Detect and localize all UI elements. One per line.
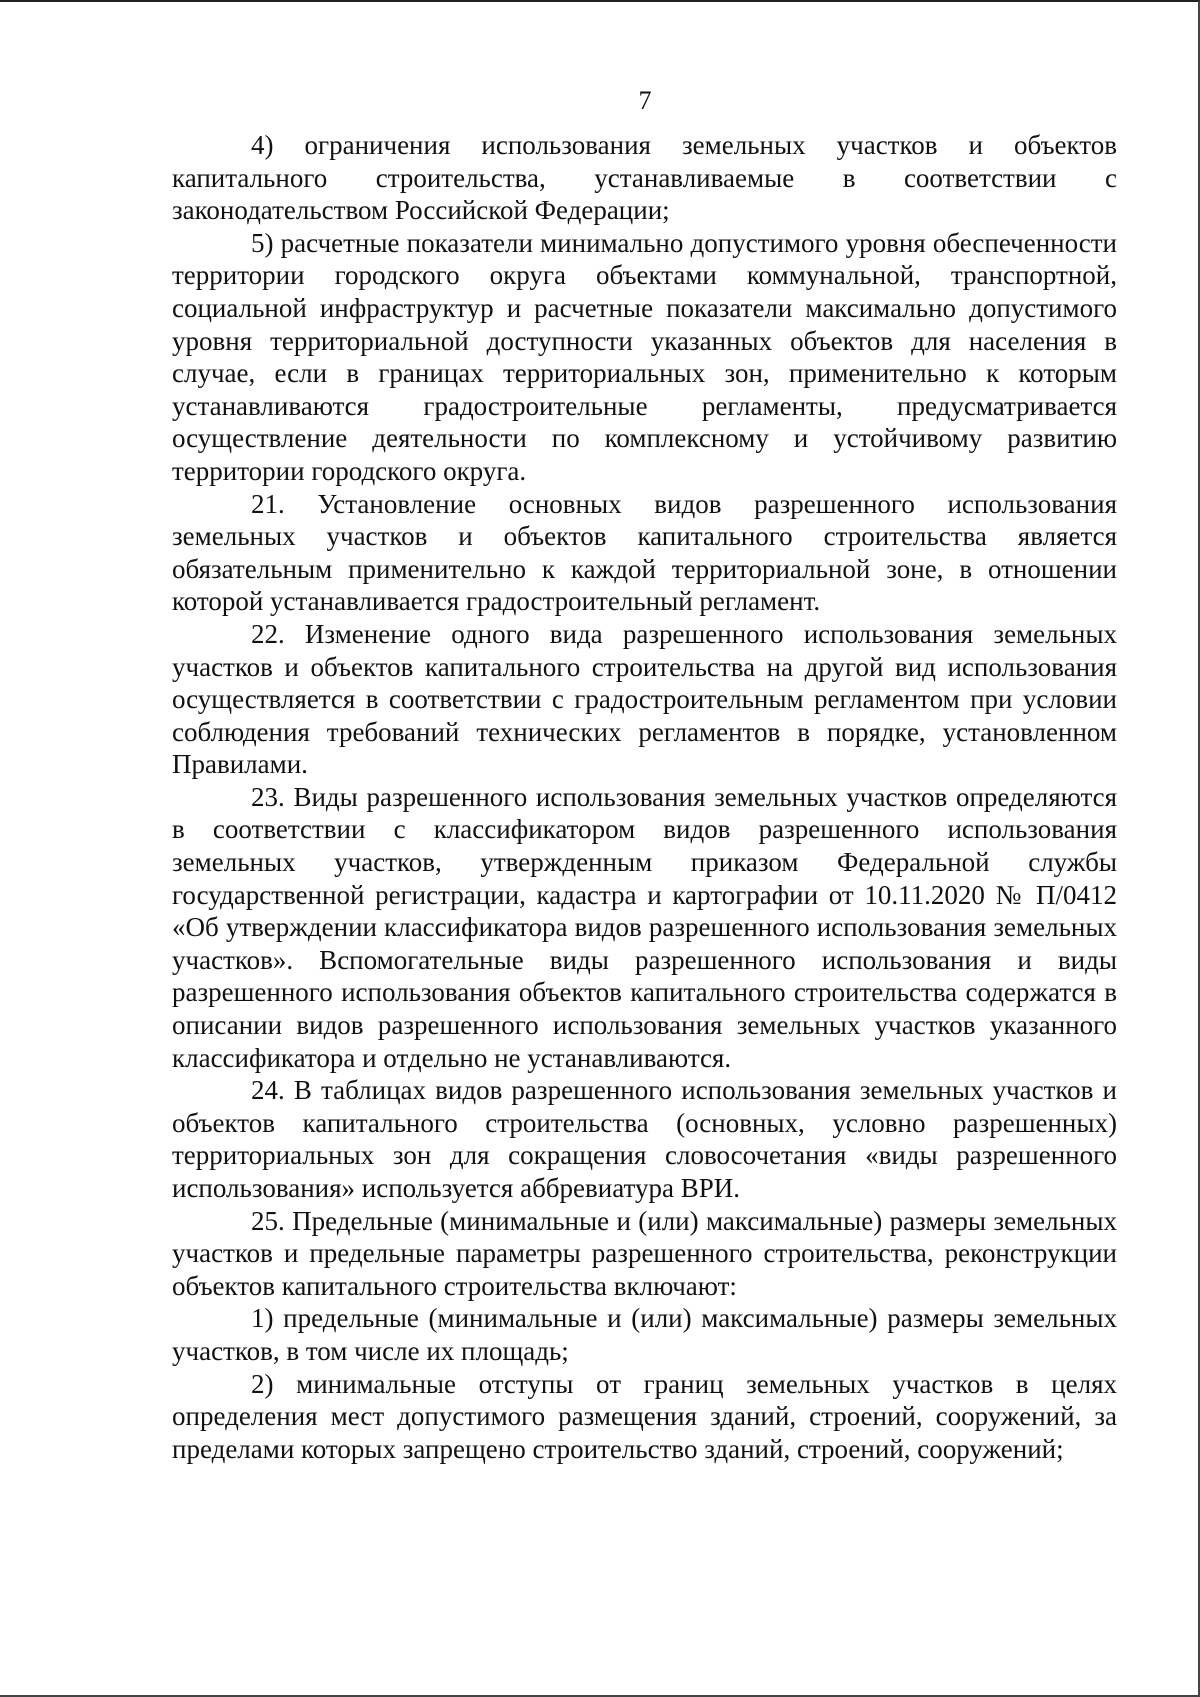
paragraph-25-item-2: 2) минимальные отступы от границ земельных участков в целях определения мест допустимого размещения зданий, строений, сооружений, за пределами которых запрещено строительство зданий, строений, сооружений; (172, 1368, 1117, 1464)
paragraph-22: 22. Изменение одного вида разрешенного использования земельных участков и объектов капитального строительства на другой вид использования осуществляется в соответствии с градостроительным регламентом при условии соблюдения требований технических регламентов в порядке, установленном Правилами. (172, 618, 1117, 780)
paragraph-25-item-1: 1) предельные (минимальные и (или) максимальные) размеры земельных участков, в том числе их площадь; (172, 1303, 1117, 1366)
paragraph-25: 25. Предельные (минимальные и (или) максимальные) размеры земельных участков и предельные параметры разрешенного строительства, реконструкции объектов капитального строительства включают: (172, 1205, 1117, 1301)
document-body (172, 129, 1117, 1465)
paragraph-item-4: 4) ограничения использования земельных участков и объектов капитального строительства, устанавливаемые в соответствии с законодательством Российской Федерации; (172, 130, 1117, 226)
paragraph-21: 21. Установление основных видов разрешенного использования земельных участков и объектов капитального строительства является обязательным применительно к каждой территориальной зоне, в отношении которой устанавливается градостроительный регламент. (172, 488, 1117, 617)
paragraph-24: 24. В таблицах видов разрешенного использования земельных участков и объектов капитального строительства (основных, условно разрешенных) территориальных зон для сокращения словосочетания «виды разрешенного использования» используется аббревиатура ВРИ. (172, 1075, 1117, 1203)
page-number: 7 (638, 86, 652, 115)
paragraph-23: 23. Виды разрешенного использования земельных участков определяются в соответствии с классификатором видов разрешенного использования земельных участков, утвержденным приказом Федеральной службы государственной регистрации, кадастра и картографии от 10.11.2020 № П/0412 «Об утверждении классификатора видов разрешенного использования земельных участков». Вспомогательные виды разрешенного использования и виды разрешенного использования объектов капитального строительства содержатся в описании видов разрешенного использования земельных участков указанного классификатора и отдельно не устанавливаются. (172, 781, 1117, 1073)
paragraph-item-5: 5) расчетные показатели минимально допустимого уровня обеспеченности территории городского округа объектами коммунальной, транспортной, социальной инфраструктур и расчетные показатели максимально допустимого уровня территориальной доступности указанных объектов для населения в случае, если в границах территориальных зон, применительно к которым устанавливаются градостроительные регламенты, предусматривается осуществление деятельности по комплексному и устойчивому развитию территории городского округа. (172, 227, 1117, 486)
